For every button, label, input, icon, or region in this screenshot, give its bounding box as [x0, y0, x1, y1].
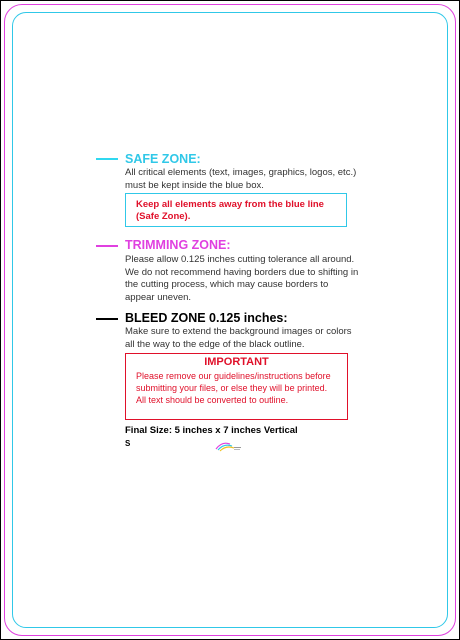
text-line: Make sure to extend the background images or colors	[125, 326, 352, 337]
trimming-zone-legend-line	[96, 245, 118, 247]
safe-zone-description	[125, 167, 365, 192]
text-line: All critical elements (text, images, graphics, logos, etc.)	[125, 167, 357, 178]
final-size-label: Final Size: 5 inches x 7 inches Vertical	[125, 425, 298, 436]
text-line: the cutting process, which may cause borders to	[125, 279, 329, 290]
safe-zone-heading: SAFE ZONE:	[125, 152, 201, 166]
important-text	[136, 370, 341, 406]
important-title: IMPORTANT	[204, 356, 269, 368]
text-line: must be kept inside the blue box.	[125, 179, 264, 191]
bleed-zone-heading: BLEED ZONE 0.125 inches:	[125, 311, 288, 325]
text-line: All text should be converted to outline.	[136, 395, 289, 405]
text-line: all the way to the edge of the black outline.	[125, 338, 305, 350]
clipped-text: S	[125, 439, 131, 448]
trimming-zone-heading: TRIMMING ZONE:	[125, 238, 231, 252]
text-line: submitting your files, or else they will be printed.	[136, 383, 328, 393]
trimming-zone-description	[125, 254, 370, 304]
text-line: Please remove our guidelines/instructions before	[136, 371, 331, 381]
text-line: (Safe Zone).	[136, 211, 191, 222]
text-line: appear uneven.	[125, 291, 192, 303]
printer-logo-icon	[214, 440, 242, 452]
bleed-zone-description	[125, 326, 355, 351]
text-line: We do not recommend having borders due to shifting in	[125, 266, 359, 278]
safe-zone-note-box	[125, 193, 347, 227]
safe-zone-legend-line	[96, 158, 118, 160]
safe-zone-note	[136, 199, 341, 223]
text-line: Please allow 0.125 inches cutting tolerance all around.	[125, 254, 355, 265]
important-notice-box	[125, 353, 348, 420]
text-line: Keep all elements away from the blue line	[136, 199, 324, 210]
bleed-zone-legend-line	[96, 318, 118, 320]
